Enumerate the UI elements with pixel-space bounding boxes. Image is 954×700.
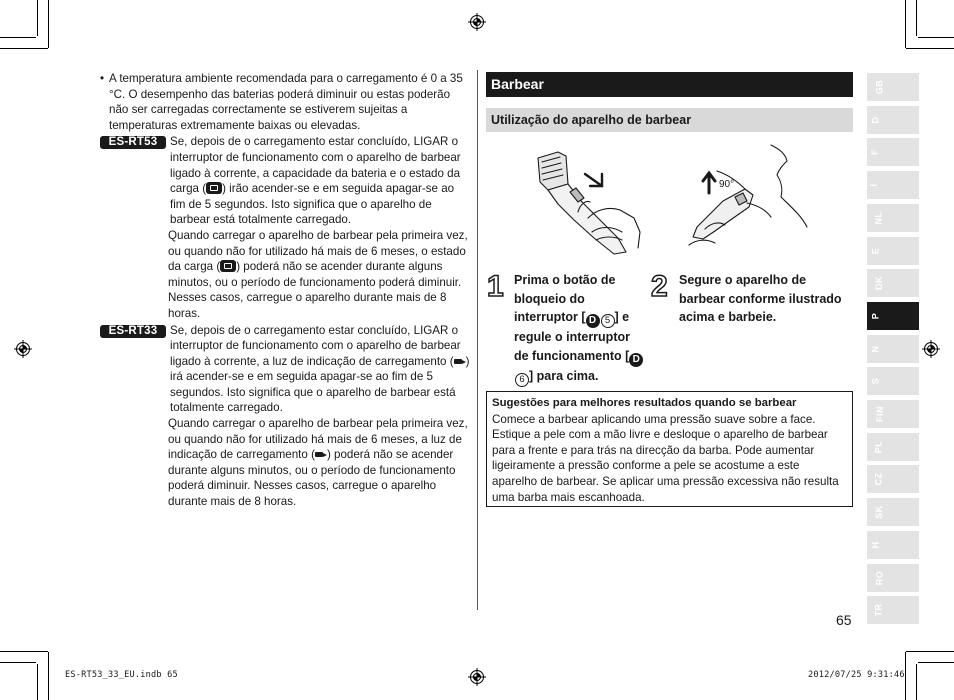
section-d-icon: D xyxy=(629,353,643,367)
battery-icon xyxy=(220,260,236,272)
registration-mark-icon xyxy=(922,340,940,358)
crop-mark xyxy=(916,0,917,36)
crop-mark xyxy=(918,37,954,38)
registration-mark-icon xyxy=(14,340,32,358)
language-tab-label: D xyxy=(870,116,881,124)
language-tab-label: TR xyxy=(873,603,884,617)
crop-mark xyxy=(905,0,906,48)
registration-mark-icon xyxy=(468,13,486,31)
crop-mark xyxy=(37,0,38,36)
language-tab-label: FIN xyxy=(875,406,885,422)
shaving-tips-box xyxy=(486,391,853,507)
crop-mark xyxy=(0,48,48,49)
language-tab-f[interactable] xyxy=(867,138,919,166)
tips-title: Sugestões para melhores resultados quando se barbear xyxy=(492,397,797,409)
rt33-block xyxy=(100,323,470,510)
crop-mark xyxy=(905,652,906,700)
section-d-icon: D xyxy=(586,314,600,328)
language-tab-dk[interactable] xyxy=(867,269,919,297)
rt53-text: Se, depois de o carregamento estar concluído, LIGAR o interruptor de funcionamento com o aparelho de barbear ligado à corrente, a capacidade da bateria e o estado da carga ( ) irão acender-se e em seguida apagar-se ao fim de 5 segundos. Isto significa que o aparelho de barbear está totalmente carregado. xyxy=(170,135,461,227)
crop-mark xyxy=(48,0,49,48)
crop-mark xyxy=(906,651,954,652)
circled-number: 6 xyxy=(515,373,529,387)
language-tab-label: SK xyxy=(873,505,884,519)
language-tab-label: H xyxy=(870,541,881,549)
battery-icon xyxy=(206,182,222,194)
crop-mark xyxy=(0,37,36,38)
angle-label: 90° xyxy=(719,179,735,190)
model-badge-rt33: ES-RT33 xyxy=(100,325,166,338)
language-tab-sk[interactable] xyxy=(867,498,919,526)
column-divider xyxy=(477,70,478,610)
crop-mark xyxy=(0,662,36,663)
crop-mark xyxy=(918,662,954,663)
language-tab-tr[interactable] xyxy=(867,596,919,624)
language-tab-label: N xyxy=(870,345,881,353)
language-tab-s[interactable] xyxy=(867,367,919,395)
crop-mark xyxy=(48,652,49,700)
plug-icon xyxy=(454,357,466,366)
language-tab-pl[interactable] xyxy=(867,433,919,461)
crop-mark xyxy=(906,48,954,49)
language-tab-p[interactable] xyxy=(867,302,919,330)
language-tab-nl[interactable] xyxy=(867,204,919,232)
language-tab-i[interactable] xyxy=(867,171,919,199)
crop-mark xyxy=(916,664,917,700)
rt53-cont: Quando carregar o aparelho de barbear pela primeira vez, ou quando não for utilizado há mais de 6 meses, o estado da carga ( ) poderá não se acender durante alguns minutos, ou o período de funcionamento poderá diminuir. Nesses casos, carregue o aparelho durante mais de 8 horas. xyxy=(168,228,468,320)
language-tab-ro[interactable] xyxy=(867,564,919,592)
language-tab-label: P xyxy=(870,312,881,320)
language-tab-n[interactable] xyxy=(867,335,919,363)
crop-mark xyxy=(37,664,38,700)
language-tab-d[interactable] xyxy=(867,106,919,134)
rt33-cont: Quando carregar o aparelho de barbear pela primeira vez, ou quando não for utilizado há mais de 6 meses, a luz de indicação de carregamento ( ) poderá não se acender durante alguns minutos, ou o período de funcionamento poderá diminuir. Nesses casos, carregue o aparelho durante mais de 8 horas. xyxy=(168,417,468,509)
plug-icon xyxy=(315,450,327,459)
temperature-note: • A temperatura ambiente recomendada para o carregamento é 0 a 35 °C. O desempenho das baterias poderá diminuir ou estas poderão não ser carregadas correctamente se estiverem sujeitas a temperaturas extremamente baixas ou elevadas. xyxy=(100,71,470,133)
model-badge-rt53: ES-RT53 xyxy=(100,136,166,149)
crop-mark xyxy=(0,651,48,652)
language-tab-label: I xyxy=(868,183,879,187)
section-title: Barbear xyxy=(486,72,853,97)
language-tab-e[interactable] xyxy=(867,237,919,265)
shaving-angle-illustration-icon xyxy=(683,135,813,260)
shaver-switch-illustration-icon xyxy=(530,140,645,260)
language-tab-label: CZ xyxy=(873,472,884,486)
language-tab-label: F xyxy=(870,149,880,156)
rt33-text: Se, depois de o carregamento estar concluído, LIGAR o interruptor de funcionamento com o aparelho de barbear ligado à corrente, a luz de indicação de carregamento ( ) irá acender-se e em seguida apagar-se ao fim de 5 segundos. Isto significa que o aparelho de barbear está totalmente carregado. xyxy=(170,323,470,415)
charging-notes xyxy=(100,71,470,510)
language-tab-label: S xyxy=(870,378,881,385)
tips-body: Comece a barbear aplicando uma pressão suave sobre a face. Estique a pele com a mão livre e desloque o aparelho de barbear para a frente e para trás na direcção da barba. Pode aumentar ligeiramente a pressão conforme a pele se acostume a este aparelho de barbear. Se aplicar uma pressão excessiva não resulta uma barba mais escanhoada. xyxy=(492,412,839,504)
language-tab-label: RO xyxy=(874,570,885,585)
step-1-number: 1 xyxy=(487,270,504,303)
step-2-number: 2 xyxy=(651,270,668,303)
step-1-text: Prima o botão de bloqueio do interruptor [ D 5 ] e regule o interruptor de funcionamento [ D6 ] para cima. xyxy=(514,271,644,387)
language-tab-label: E xyxy=(870,247,881,254)
language-tab-label: NL xyxy=(873,211,884,225)
circled-number: 5 xyxy=(601,314,615,328)
language-tab-label: DK xyxy=(874,276,884,291)
language-tab-h[interactable] xyxy=(867,531,919,559)
footer-file: ES-RT53_33_EU.indb 65 xyxy=(65,670,178,680)
subsection-title: Utilização do aparelho de barbear xyxy=(486,108,853,132)
footer-timestamp: 2012/07/25 9:31:46 xyxy=(808,670,905,680)
page-number: 65 xyxy=(836,612,852,628)
rt53-block xyxy=(100,134,470,321)
step-2-text: Segure o aparelho de barbear conforme ilustrado acima e barbeie. xyxy=(679,273,842,324)
language-tab-label: GB xyxy=(874,79,885,95)
language-tab-gb[interactable] xyxy=(867,73,919,101)
registration-mark-icon xyxy=(468,668,486,686)
language-tab-fin[interactable] xyxy=(867,400,919,428)
language-tab-cz[interactable] xyxy=(867,465,919,493)
language-tab-label: PL xyxy=(873,440,884,453)
